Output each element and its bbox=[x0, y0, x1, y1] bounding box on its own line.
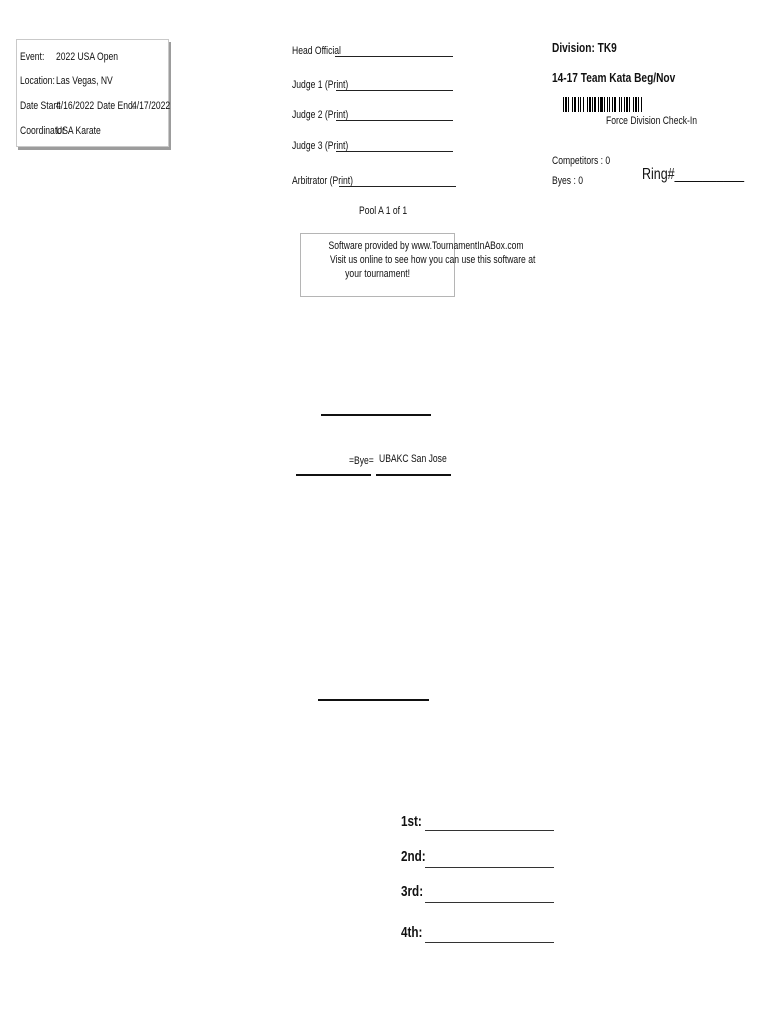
bracket-competitor-line bbox=[376, 474, 451, 476]
second-place-line[interactable] bbox=[425, 867, 554, 868]
judge3-label: Judge 3 (Print) bbox=[292, 140, 349, 152]
judge3-signature-line[interactable] bbox=[336, 151, 453, 152]
third-place-line[interactable] bbox=[425, 902, 554, 903]
date-start-value: 4/16/2022 bbox=[56, 100, 95, 112]
fourth-place-line[interactable] bbox=[425, 942, 554, 943]
division-barcode bbox=[563, 97, 685, 112]
second-place-label: 2nd: bbox=[401, 848, 426, 865]
location-label: Location: bbox=[20, 75, 55, 87]
bracket-bye-label: =Bye= bbox=[349, 455, 374, 467]
first-place-label: 1st: bbox=[401, 813, 422, 830]
coordinator-value: USA Karate bbox=[56, 125, 101, 137]
pool-label: Pool A 1 of 1 bbox=[359, 205, 408, 217]
first-place-line[interactable] bbox=[425, 830, 554, 831]
location-value: Las Vegas, NV bbox=[56, 75, 113, 87]
date-end-value: 4/17/2022 bbox=[132, 100, 171, 112]
date-start-label: Date Start: bbox=[20, 100, 62, 112]
event-label: Event: bbox=[20, 51, 45, 63]
bracket-final-line bbox=[318, 699, 429, 701]
head-official-label: Head Official bbox=[292, 45, 341, 57]
division-title: Division: TK9 bbox=[552, 40, 617, 55]
head-official-signature-line[interactable] bbox=[335, 56, 453, 57]
judge1-label: Judge 1 (Print) bbox=[292, 79, 349, 91]
fourth-place-label: 4th: bbox=[401, 924, 423, 941]
software-notice-line1: Software provided by www.TournamentInABox.com bbox=[328, 240, 524, 252]
ring-number: Ring#__________ bbox=[642, 166, 745, 183]
judge2-signature-line[interactable] bbox=[336, 120, 453, 121]
software-notice-line2: Visit us online to see how you can use this software at bbox=[329, 254, 536, 266]
bracket-competitor: UBAKC San Jose bbox=[379, 453, 447, 465]
third-place-label: 3rd: bbox=[401, 883, 424, 900]
event-value: 2022 USA Open bbox=[56, 51, 119, 63]
barcode-caption: Force Division Check-In bbox=[606, 115, 698, 127]
date-end-label: Date End: bbox=[97, 100, 136, 112]
division-name: 14-17 Team Kata Beg/Nov bbox=[552, 70, 676, 85]
event-info-box bbox=[16, 39, 169, 147]
judge2-label: Judge 2 (Print) bbox=[292, 109, 349, 121]
byes-count: Byes : 0 bbox=[552, 175, 584, 187]
bracket-bye-line bbox=[296, 474, 371, 476]
coordinator-label: Coordinator bbox=[20, 125, 65, 137]
software-notice-box bbox=[300, 233, 536, 297]
competitors-count: Competitors : 0 bbox=[552, 155, 611, 167]
judge1-signature-line[interactable] bbox=[336, 90, 453, 91]
arbitrator-signature-line[interactable] bbox=[339, 186, 456, 187]
bracket-winner-line bbox=[321, 414, 431, 416]
arbitrator-label: Arbitrator (Print) bbox=[292, 175, 354, 187]
software-notice-line3: your tournament! bbox=[345, 268, 410, 280]
